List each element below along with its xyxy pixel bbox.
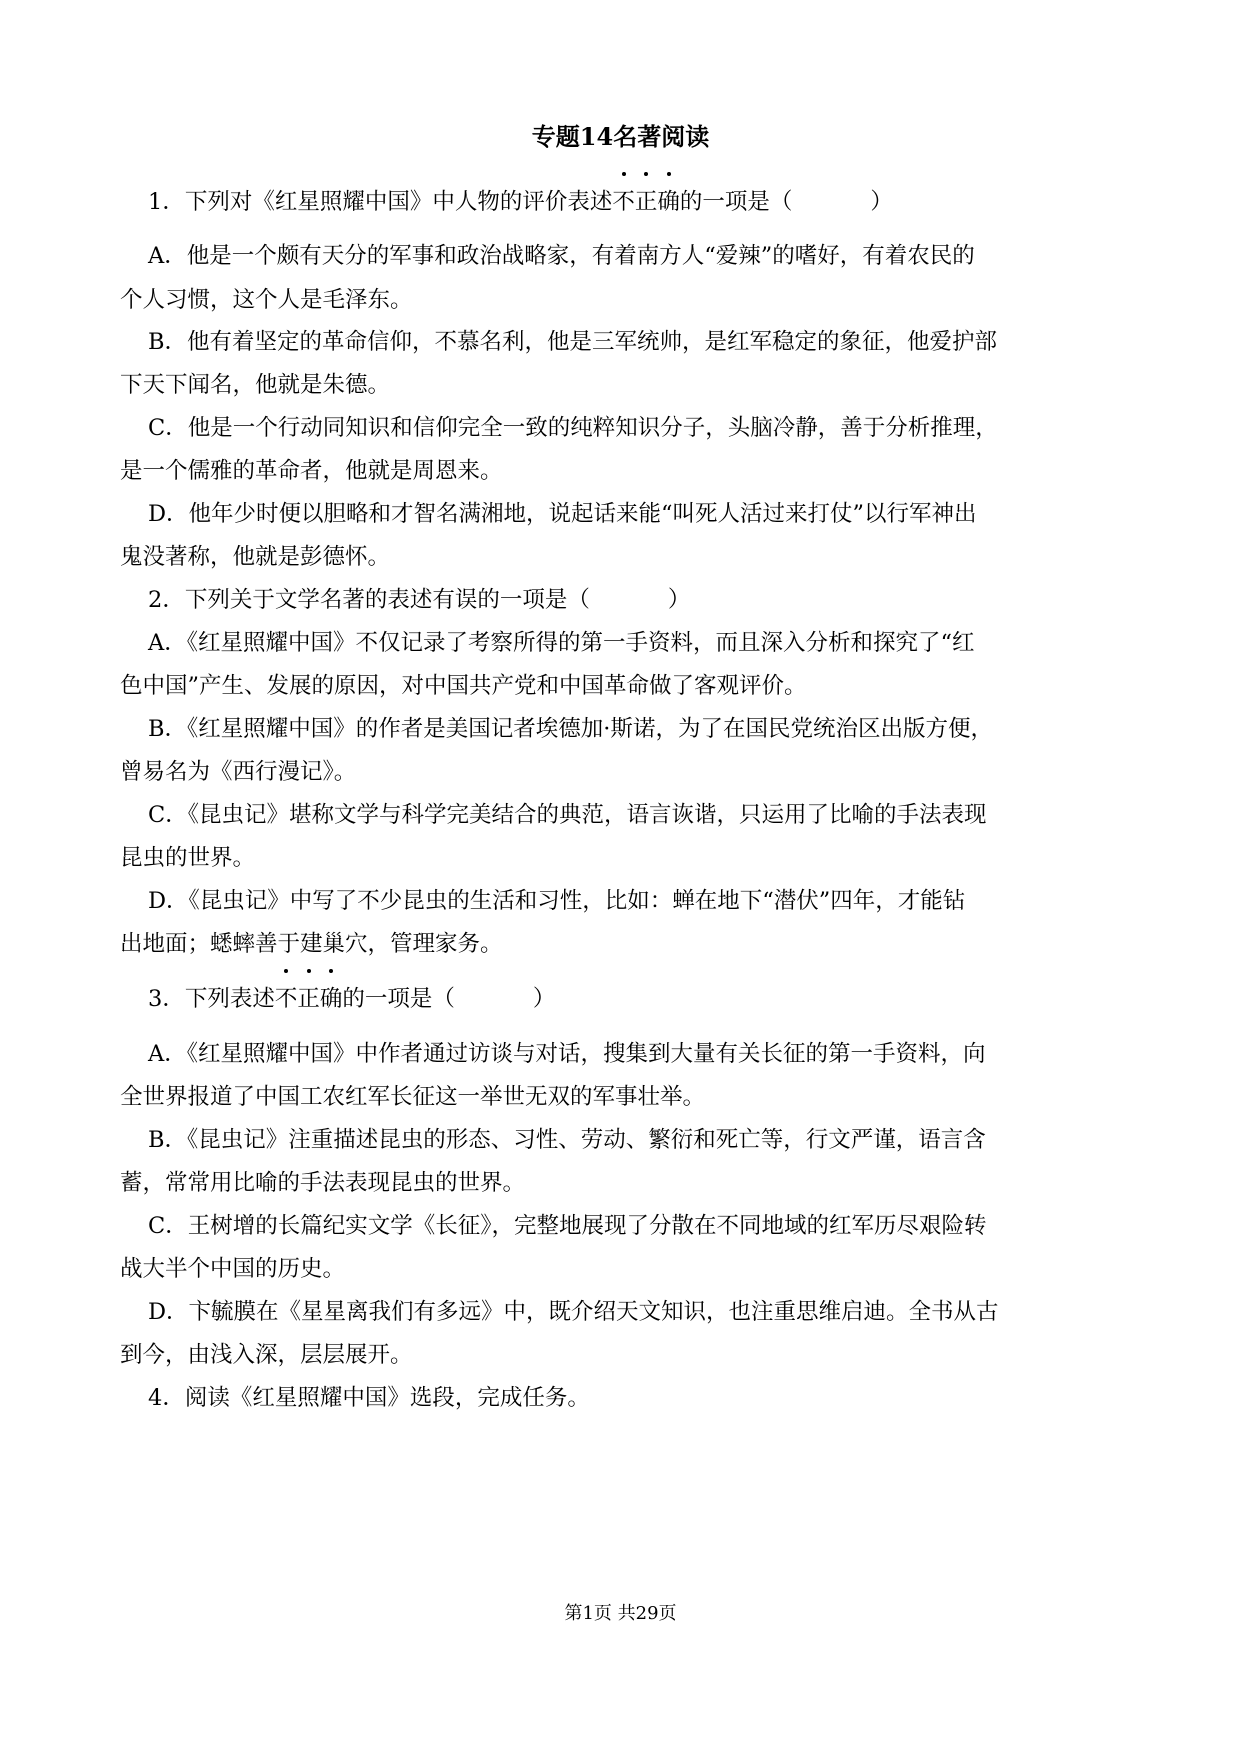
q1-option-c: C．他是一个行动同知识和信仰完全一致的纯粹知识分子，头脑冷静，善于分析推理， xyxy=(148,415,998,441)
q2-option-a-cont: 色中国”产生、发展的原因，对中国共产党和中国革命做了客观评价。 xyxy=(120,673,807,699)
question-3-stem-tail: 的一项是（ xyxy=(342,986,455,1012)
q1-option-d: D．他年少时便以胆略和才智名满湘地，说起话来能“叫死人活过来打仗”以行军神出 xyxy=(148,501,977,527)
q3-option-d: D．卞毓膜在《星星离我们有多远》中，既介绍天文知识，也注重思维启迪。全书从古 xyxy=(148,1299,999,1325)
question-3-stem xyxy=(148,983,555,1015)
question-1-stem-text: 1．下列对《红星照耀中国》中人物的评价表述 xyxy=(148,189,613,215)
q2-option-d: D．《昆虫记》中写了不少昆虫的生活和习性，比如：蝉在地下“潜伏”四年，才能钻 xyxy=(148,888,966,914)
page-title: 专题14名著阅读 xyxy=(531,122,710,151)
q3-option-c-cont: 战大半个中国的历史。 xyxy=(120,1256,346,1282)
answer-close-paren: ） xyxy=(667,587,691,613)
question-2-stem xyxy=(148,584,690,616)
question-3-stem-text: 3．下列表述 xyxy=(148,986,275,1012)
question-2-stem-text: 2．下列关于文学名著的表述有误的一项是（ xyxy=(148,587,590,613)
question-4-stem: 4．阅读《红星照耀中国》选段，完成任务。 xyxy=(148,1385,590,1411)
emphasis-char: 确 xyxy=(657,186,680,218)
emphasis-char: 不 xyxy=(275,983,298,1015)
q3-option-b-cont: 蓄，常常用比喻的手法表现昆虫的世界。 xyxy=(120,1170,526,1196)
q2-option-c: C．《昆虫记》堪称文学与科学完美结合的典范，语言诙谐，只运用了比喻的手法表现 xyxy=(148,802,987,828)
q1-option-c-cont: 是一个儒雅的革命者，他就是周恩来。 xyxy=(120,458,503,484)
answer-close-paren: ） xyxy=(532,986,556,1012)
answer-close-paren: ） xyxy=(870,189,893,215)
emphasis-char: 正 xyxy=(297,983,320,1015)
q2-option-b: B．《红星照耀中国》的作者是美国记者埃德加·斯诺，为了在国民党统治区出版方便， xyxy=(148,716,993,742)
q3-option-a-cont: 全世界报道了中国工农红军长征这一举世无双的军事壮举。 xyxy=(120,1084,706,1110)
q2-option-a: A．《红星照耀中国》不仅记录了考察所得的第一手资料，而且深入分析和探究了“红 xyxy=(148,630,975,656)
emphasis-char: 正 xyxy=(635,186,658,218)
emphasis-char: 确 xyxy=(320,983,343,1015)
emphasis-char: 不 xyxy=(612,186,635,218)
q2-option-b-cont: 曾易名为《西行漫记》。 xyxy=(120,759,357,785)
q1-option-d-cont: 鬼没著称，他就是彭德怀。 xyxy=(120,544,391,570)
q3-option-a: A．《红星照耀中国》中作者通过访谈与对话，搜集到大量有关长征的第一手资料，向 xyxy=(148,1041,986,1067)
question-1-stem xyxy=(148,186,893,218)
page-footer: 第1页 共29页 xyxy=(564,1603,677,1624)
q1-option-a: A．他是一个颇有天分的军事和政治战略家，有着南方人“爱辣”的嗜好，有着农民的 xyxy=(148,243,975,269)
q2-option-c-cont: 昆虫的世界。 xyxy=(120,845,256,871)
q3-option-c: C．王树增的长篇纪实文学《长征》，完整地展现了分散在不同地域的红军历尽艰险转 xyxy=(148,1213,987,1239)
q3-option-d-cont: 到今，由浅入深，层层展开。 xyxy=(120,1342,413,1368)
question-1-stem-tail: 的一项是（ xyxy=(679,189,793,215)
q1-option-a-cont: 个人习惯，这个人是毛泽东。 xyxy=(120,287,413,313)
q3-option-b: B．《昆虫记》注重描述昆虫的形态、习性、劳动、繁衍和死亡等，行文严谨，语言含 xyxy=(148,1127,986,1153)
q1-option-b: B．他有着坚定的革命信仰，不慕名利，他是三军统帅，是红军稳定的象征，他爱护部 xyxy=(148,329,998,355)
q2-option-d-cont: 出地面；蟋蟀善于建巢穴，管理家务。 xyxy=(120,931,503,957)
q1-option-b-cont: 下天下闻名，他就是朱德。 xyxy=(120,372,391,398)
